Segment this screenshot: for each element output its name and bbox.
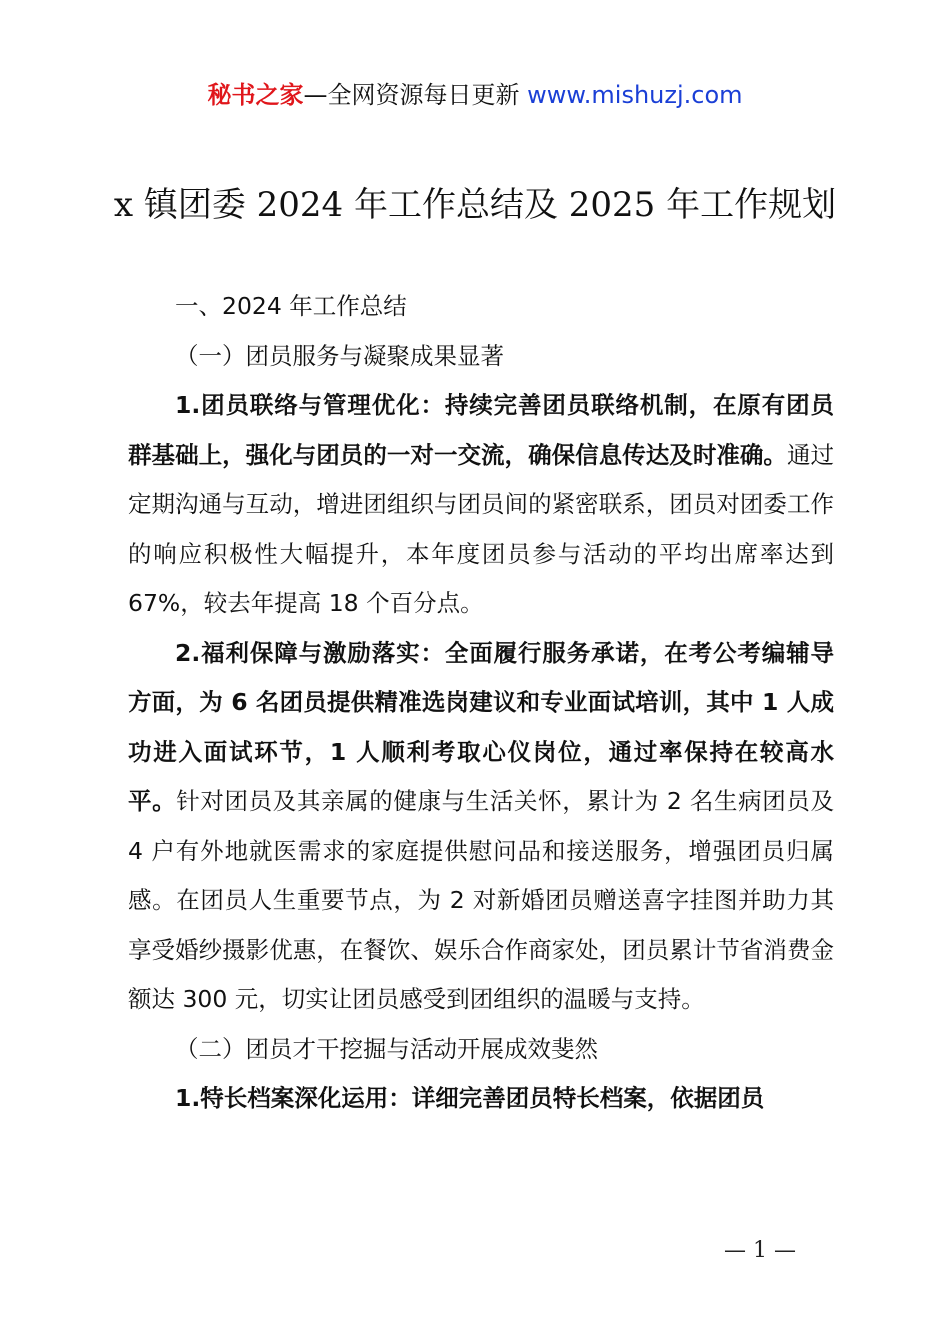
banner-tagline: —全网资源每日更新 [303, 81, 528, 109]
subsection-heading-1: （一）团员服务与凝聚成果显著 [175, 341, 504, 370]
page-number: — 1 — [724, 1238, 796, 1263]
paragraph-item-1-1-body: 通过定期沟通与互动，增进团组织与团员间的紧密联系，团员对团委工作的响应积极性大幅提升，本年度团员参与活动的平均出席率达到 67%，较去年提高 18 个百分点。 [128, 440, 835, 617]
paragraph-item-1-1-lead: 1.团员联络与管理优化：持续完善团员联络机制，在原有团员群基础上，强化与团员的一对一交流，确保信息传达及时准确。 [128, 391, 834, 469]
section-heading-1: 一、2024 年工作总结 [175, 292, 407, 320]
paragraph-item-2-1 [128, 1074, 834, 1124]
banner-brand: 秘书之家 [207, 81, 304, 109]
paragraph-item-1-2-body: 针对团员及其亲属的健康与生活关怀，累计为 2 名生病团员及 4 户有外地就医需求的家庭提供慰问品和接送服务，增强团员归属感。在团员人生重要节点，为 2 对新婚团员赠送喜字挂图并助力其享受婚纱摄影优惠，在餐饮、娱乐合作商家处，团员累计节省消费金额达 300 元，切实让团员感受到团组织的温暖与支持。 [128, 787, 835, 1013]
subsection-heading-2: （二）团员才干挖掘与活动开展成效斐然 [175, 1034, 598, 1063]
paragraph-item-2-1-lead: 1.特长档案深化运用：详细完善团员特长档案，依据团员 [175, 1084, 765, 1112]
paragraph-item-1-1 [128, 381, 834, 629]
site-banner [0, 78, 950, 112]
document-title: x 镇团委 2024 年工作总结及 2025 年工作规划 [113, 185, 837, 225]
banner-url[interactable]: www.mishuzj.com [527, 81, 743, 109]
paragraph-item-1-2-lead: 2.福利保障与激励落实：全面履行服务承诺，在考公考编辅导方面，为 6 名团员提供精准选岗建议和专业面试培训，其中 1 人成功进入面试环节，1 人顺利考取心仪岗位，通过率保持在较高水平。 [128, 638, 834, 815]
paragraph-item-1-2 [128, 629, 834, 1025]
document-body [128, 282, 834, 1124]
